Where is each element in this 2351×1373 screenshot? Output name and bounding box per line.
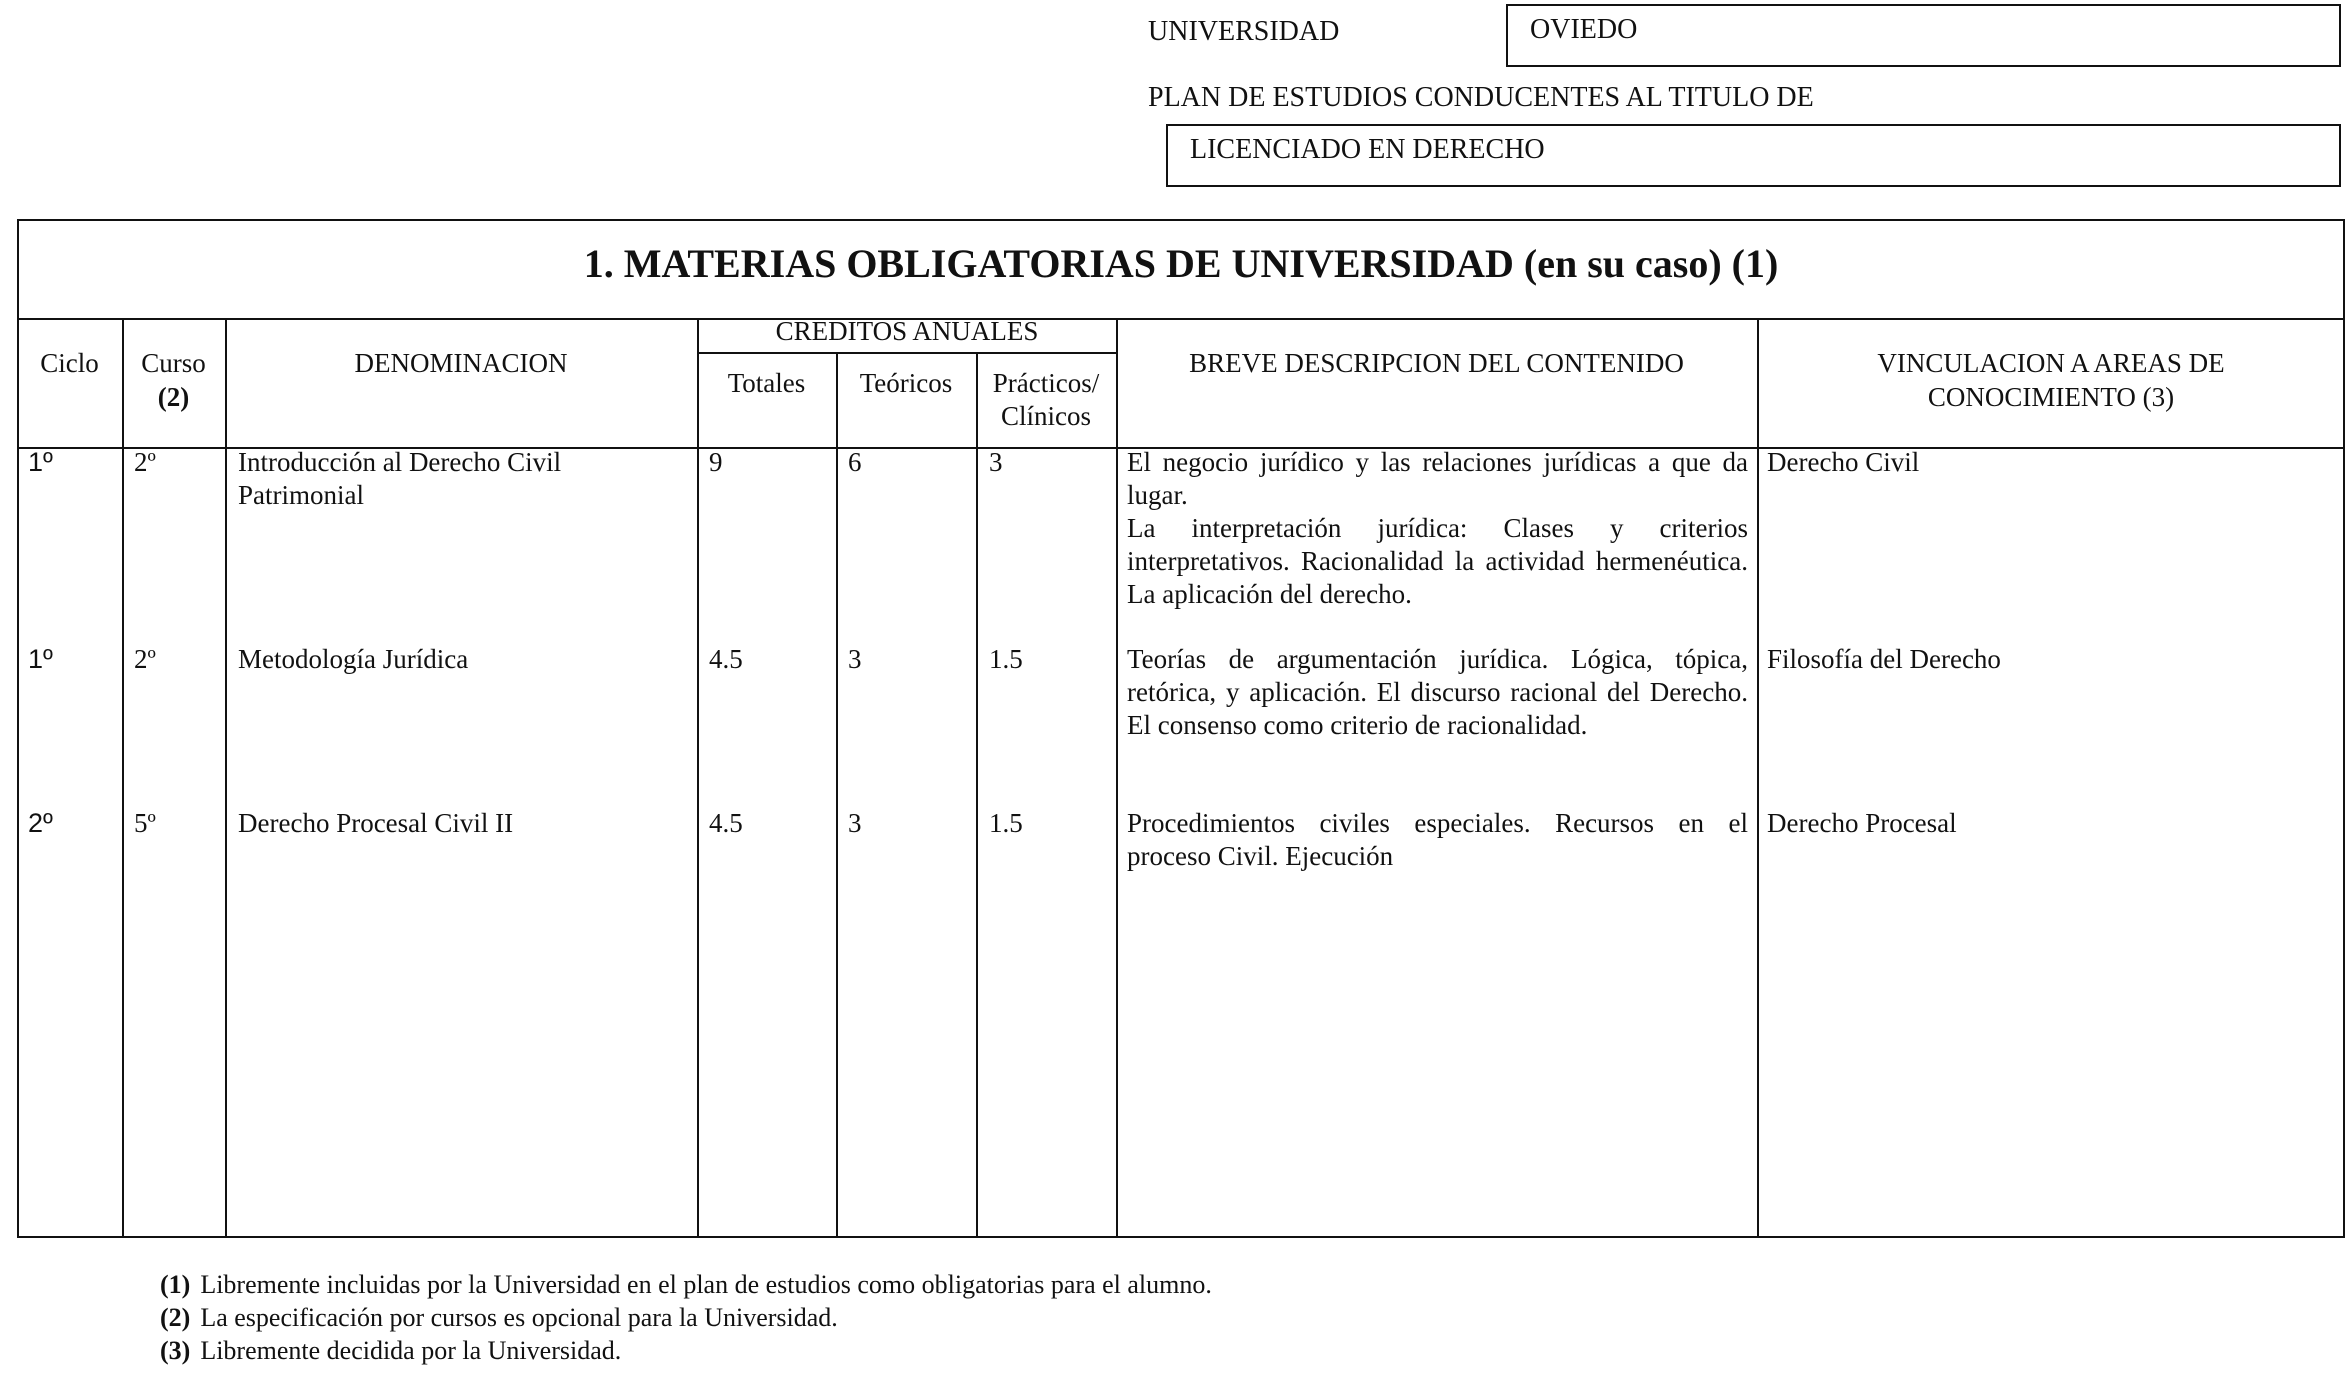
row-1-descripcion: El negocio jurídico y las relaciones jurídicas a que da lugar. (1127, 447, 1748, 510)
row-1-area: Derecho Civil (1767, 447, 1920, 477)
col-divider (225, 318, 227, 1237)
footnote-mark: (1) (160, 1270, 191, 1299)
col-header-creditos: CREDITOS ANUALES (775, 316, 1039, 346)
row-2-denominacion: Metodología Jurídica (238, 644, 469, 674)
plan-label: PLAN DE ESTUDIOS CONDUCENTES AL TITULO DE (1148, 82, 1814, 113)
col-header-curso: Curso (141, 348, 206, 378)
col-divider (1116, 318, 1118, 1237)
row-1-denominacion: Introducción al Derecho Civil (238, 447, 562, 477)
footnote (160, 1270, 1212, 1300)
row-2-teoricos: 3 (848, 644, 862, 674)
row-1-ciclo: 1º (28, 447, 53, 477)
row-3-ciclo: 2º (28, 808, 53, 838)
col-divider (697, 318, 699, 1237)
row-2-practicos: 1.5 (989, 644, 1023, 674)
footnote-text: Libremente incluidas por la Universidad en el plan de estudios como obligatorias para el alumno. (200, 1270, 1212, 1299)
row-1-practicos: 3 (989, 447, 1003, 477)
col-header-practicos-2: Clínicos (1000, 401, 1091, 431)
col-header-ciclo: Ciclo (40, 348, 99, 378)
row-1-denominacion-2: Patrimonial (238, 480, 364, 510)
col-header-curso-note: (2) (157, 382, 190, 412)
title-divider (17, 318, 2345, 320)
university-value: OVIEDO (1530, 14, 1638, 45)
footnote-mark: (2) (160, 1303, 191, 1332)
footnote-text: Libremente decidida por la Universidad. (200, 1336, 622, 1365)
row-2-curso: 2º (134, 644, 156, 674)
col-header-vinculacion-2: CONOCIMIENTO (3) (1927, 382, 2175, 412)
row-1-curso: 2º (134, 447, 156, 477)
row-1-teoricos: 6 (848, 447, 862, 477)
row-3-totales: 4.5 (709, 808, 743, 838)
col-divider (1757, 318, 1759, 1237)
footnote (160, 1303, 838, 1333)
row-3-denominacion: Derecho Procesal Civil II (238, 808, 514, 838)
footnote (160, 1336, 621, 1366)
plan-value: LICENCIADO EN DERECHO (1190, 134, 1545, 165)
col-header-vinculacion: VINCULACION A AREAS DE (1877, 348, 2225, 378)
row-2-descripcion: Teorías de argumentación jurídica. Lógica, tópica, retórica, y aplicación. El discurso racional del Derecho. El consenso como criterio de racionalidad. (1127, 644, 1748, 740)
row-3-area: Derecho Procesal (1767, 808, 1957, 838)
footnote-mark: (3) (160, 1336, 191, 1365)
credits-divider (697, 352, 1117, 354)
col-header-teoricos: Teóricos (859, 368, 953, 398)
col-header-denominacion: DENOMINACION (354, 348, 568, 378)
col-header-practicos: Prácticos/ (992, 368, 1100, 398)
row-1-totales: 9 (709, 447, 723, 477)
row-2-ciclo: 1º (28, 644, 53, 674)
university-field (1506, 4, 2341, 67)
col-divider (122, 318, 124, 1237)
row-3-teoricos: 3 (848, 808, 862, 838)
row-3-descripcion: Procedimientos civiles especiales. Recursos en el proceso Civil. Ejecución (1127, 808, 1748, 871)
row-3-practicos: 1.5 (989, 808, 1023, 838)
col-header-descripcion: BREVE DESCRIPCION DEL CONTENIDO (1189, 348, 1684, 378)
col-header-totales: Totales (727, 368, 806, 398)
row-2-totales: 4.5 (709, 644, 743, 674)
row-2-area: Filosofía del Derecho (1767, 644, 2001, 674)
col-divider (976, 352, 978, 1237)
row-3-curso: 5º (134, 808, 156, 838)
row-1-descripcion-2: La interpretación jurídica: Clases y criterios interpretativos. Racionalidad la actividad hermenéutica. La aplicación del derecho. (1127, 513, 1748, 609)
plan-field (1166, 124, 2341, 187)
col-divider (836, 352, 838, 1237)
footnote-text: La especificación por cursos es opcional para la Universidad. (200, 1303, 838, 1332)
section-title: 1. MATERIAS OBLIGATORIAS DE UNIVERSIDAD (en su caso) (1) (583, 241, 1779, 286)
university-label: UNIVERSIDAD (1148, 16, 1340, 47)
